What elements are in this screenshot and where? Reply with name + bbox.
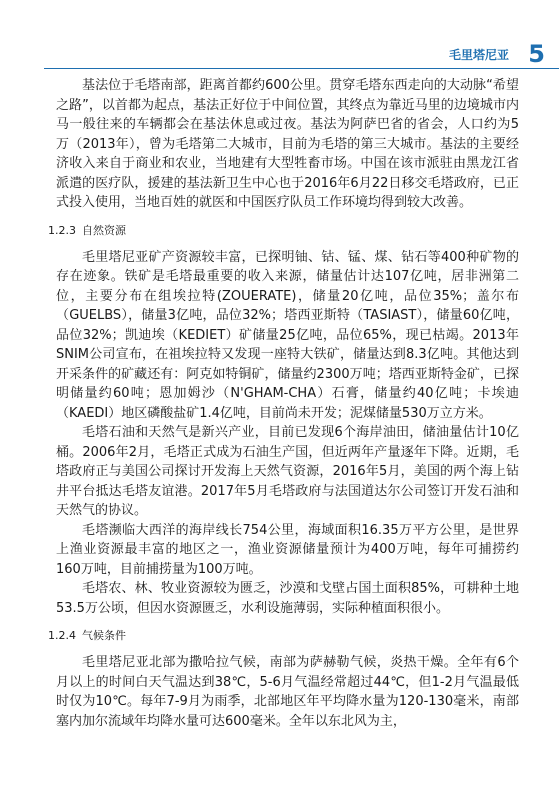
page-body bbox=[48, 76, 519, 731]
section-number: 1.2.4 bbox=[48, 629, 76, 642]
paragraph-oil-gas: 毛塔石油和天然气是新兴产业，目前已发现6个海岸油田，储油量估计10亿桶。2006年2月，毛塔正式成为石油生产国，但近两年产量逐年下降。近期，毛塔政府正与美国公司探讨开发海上天然气资源，2016年5月，美国的两个海上钻井平台抵达毛塔友谊港。2017年5月毛塔政府与法国道达尔公司签订开发石油和天然气的协议。 bbox=[56, 425, 519, 518]
section-title: 自然资源 bbox=[82, 223, 126, 237]
section-title: 气候条件 bbox=[82, 629, 126, 642]
page-number: 5 bbox=[528, 40, 545, 68]
header-rule bbox=[44, 68, 559, 69]
page-header bbox=[0, 40, 559, 70]
paragraph-fisheries: 毛塔濒临大西洋的海岸线长754公里，海域面积16.35万平方公里，是世界上渔业资源最丰富的地区之一，渔业资源储量预计为400万吨，每年可捕捞约160万吨，目前捕捞量为100万吨。 bbox=[56, 522, 519, 577]
paragraph-agriculture: 毛塔农、林、牧业资源较为匮乏，沙漠和戈壁占国土面积85%，可耕种土地53.5万公顷，但因水资源匮乏，水利设施薄弱，实际种植面积很小。 bbox=[56, 581, 519, 616]
running-header-title: 毛里塔尼亚 bbox=[448, 48, 509, 62]
section-heading-climate bbox=[48, 628, 519, 644]
paragraph-minerals: 毛里塔尼亚矿产资源较丰富，已探明铀、钴、锰、煤、钻石等400种矿物的存在迹象。铁矿是毛塔最重要的收入来源，储量估计达107亿吨，居非洲第二位，主要分布在组埃拉特(ZOUERATE)，储量20亿吨，品位35%；盖尔布（GUELBS），储量3亿吨，品位32%；塔西亚斯特（TASIAST），储量60亿吨，品位32%；凯迪埃（KEDIET）矿储量25亿吨，品位65%，现已枯竭。2013年SNIM公司宣布，在祖埃拉特又发现一座特大铁矿，储量达到8.3亿吨。其他达到开采条件的矿藏还有：阿克如特铜矿，储量约2300万吨；塔西亚斯特金矿，已探明储量约60吨；恩加姆沙（N'GHAM-CHA）石膏，储量约40亿吨；卡埃迪（KAEDI）地区磷酸盐矿1.4亿吨，目前尚未开发；泥煤储量530万立方米。 bbox=[56, 249, 519, 421]
paragraph-jifa: 基法位于毛塔南部，距离首都约600公里。贯穿毛塔东西走向的大动脉“希望之路”，以首都为起点，基法正好位于中间位置，其终点为靠近马里的边境城市内马一般往来的车辆都会在基法休息或过夜。基法为阿萨巴省的省会，人口约为5万（2013年），曾为毛塔第二大城市，目前为毛塔的第三大城市。基法的主要经济收入来自于商业和农业，当地建有大型牲畜市场。中国在该市派驻由黑龙江省派遣的医疗队，援建的基法新卫生中心也于2016年6月22日移交毛塔政府，已正式投入使用，当地百姓的就医和中国医疗队员工作环境均得到较大改善。 bbox=[56, 78, 519, 210]
paragraph-climate: 毛里塔尼亚北部为撒哈拉气候，南部为萨赫勒气候，炎热干燥。全年有6个月以上的时间白天气温达到38℃，5-6月气温经常超过44℃，但1-2月气温最低时仅为10℃。每年7-9月为雨季，北部地区年平均降水量为120-130毫米，南部塞内加尔流域年均降水量可达600毫米。全年以东北风为主， bbox=[56, 655, 519, 729]
section-heading-natural-resources bbox=[48, 223, 519, 239]
section-number: 1.2.3 bbox=[48, 223, 76, 237]
